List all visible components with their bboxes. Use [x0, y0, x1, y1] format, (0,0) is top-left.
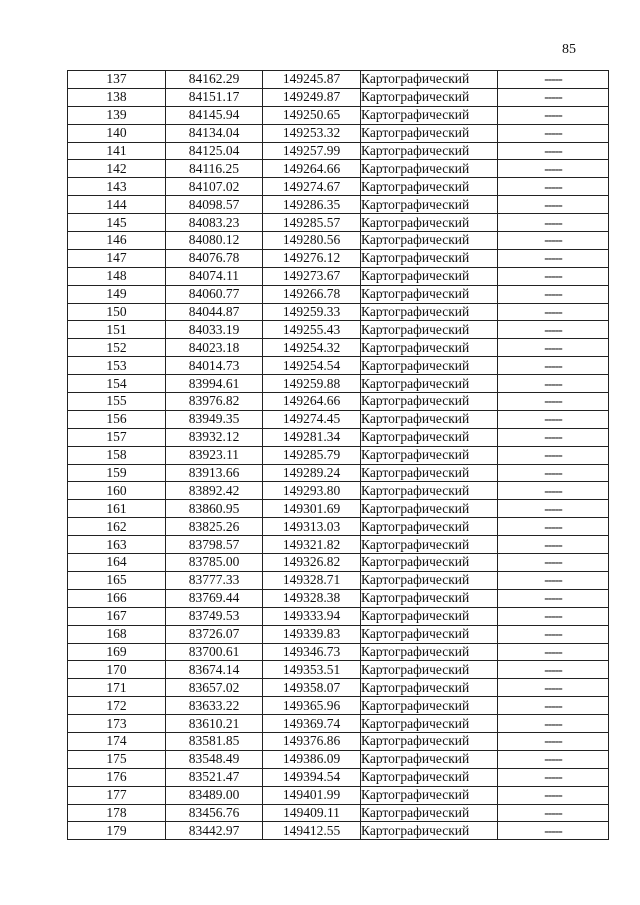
point-number-cell: 159 — [68, 464, 166, 482]
x-coordinate-cell: 83976.82 — [166, 393, 263, 411]
error-cell: ----- — [498, 232, 609, 250]
method-cell: Картографический — [361, 428, 498, 446]
table-row — [68, 124, 609, 142]
y-coordinate-cell: 149257.99 — [263, 142, 361, 160]
x-coordinate-cell: 83913.66 — [166, 464, 263, 482]
x-coordinate-cell: 83825.26 — [166, 518, 263, 536]
y-coordinate-cell: 149276.12 — [263, 249, 361, 267]
x-coordinate-cell: 83442.97 — [166, 822, 263, 840]
method-cell: Картографический — [361, 661, 498, 679]
point-number-cell: 160 — [68, 482, 166, 500]
method-cell: Картографический — [361, 786, 498, 804]
x-coordinate-cell: 83548.49 — [166, 750, 263, 768]
table-row — [68, 643, 609, 661]
table-row — [68, 822, 609, 840]
table-row — [68, 804, 609, 822]
y-coordinate-cell: 149285.57 — [263, 214, 361, 232]
y-coordinate-cell: 149386.09 — [263, 750, 361, 768]
method-cell: Картографический — [361, 142, 498, 160]
error-cell: ----- — [498, 196, 609, 214]
error-cell: ----- — [498, 536, 609, 554]
point-number-cell: 141 — [68, 142, 166, 160]
method-cell: Картографический — [361, 482, 498, 500]
error-cell: ----- — [498, 160, 609, 178]
point-number-cell: 143 — [68, 178, 166, 196]
x-coordinate-cell: 84125.04 — [166, 142, 263, 160]
point-number-cell: 171 — [68, 679, 166, 697]
y-coordinate-cell: 149326.82 — [263, 554, 361, 572]
point-number-cell: 144 — [68, 196, 166, 214]
method-cell: Картографический — [361, 88, 498, 106]
y-coordinate-cell: 149254.54 — [263, 357, 361, 375]
method-cell: Картографический — [361, 804, 498, 822]
x-coordinate-cell: 83610.21 — [166, 715, 263, 733]
y-coordinate-cell: 149286.35 — [263, 196, 361, 214]
point-number-cell: 154 — [68, 375, 166, 393]
table-row — [68, 518, 609, 536]
method-cell: Картографический — [361, 106, 498, 124]
x-coordinate-cell: 84116.25 — [166, 160, 263, 178]
method-cell: Картографический — [361, 321, 498, 339]
table-row — [68, 768, 609, 786]
table-row — [68, 554, 609, 572]
y-coordinate-cell: 149293.80 — [263, 482, 361, 500]
error-cell: ----- — [498, 804, 609, 822]
x-coordinate-cell: 83456.76 — [166, 804, 263, 822]
error-cell: ----- — [498, 822, 609, 840]
error-cell: ----- — [498, 267, 609, 285]
point-number-cell: 146 — [68, 232, 166, 250]
y-coordinate-cell: 149409.11 — [263, 804, 361, 822]
x-coordinate-cell: 83674.14 — [166, 661, 263, 679]
table-row — [68, 410, 609, 428]
point-number-cell: 173 — [68, 715, 166, 733]
y-coordinate-cell: 149249.87 — [263, 88, 361, 106]
y-coordinate-cell: 149376.86 — [263, 732, 361, 750]
table-row — [68, 571, 609, 589]
x-coordinate-cell: 83521.47 — [166, 768, 263, 786]
table-row — [68, 357, 609, 375]
method-cell: Картографический — [361, 178, 498, 196]
point-number-cell: 177 — [68, 786, 166, 804]
point-number-cell: 147 — [68, 249, 166, 267]
table-row — [68, 482, 609, 500]
x-coordinate-cell: 83994.61 — [166, 375, 263, 393]
point-number-cell: 145 — [68, 214, 166, 232]
y-coordinate-cell: 149264.66 — [263, 160, 361, 178]
table-row — [68, 500, 609, 518]
y-coordinate-cell: 149394.54 — [263, 768, 361, 786]
point-number-cell: 166 — [68, 589, 166, 607]
x-coordinate-cell: 84098.57 — [166, 196, 263, 214]
table-row — [68, 303, 609, 321]
error-cell: ----- — [498, 625, 609, 643]
table-row — [68, 464, 609, 482]
y-coordinate-cell: 149346.73 — [263, 643, 361, 661]
y-coordinate-cell: 149401.99 — [263, 786, 361, 804]
table-row — [68, 661, 609, 679]
x-coordinate-cell: 84044.87 — [166, 303, 263, 321]
method-cell: Картографический — [361, 303, 498, 321]
y-coordinate-cell: 149264.66 — [263, 393, 361, 411]
error-cell: ----- — [498, 768, 609, 786]
x-coordinate-cell: 83932.12 — [166, 428, 263, 446]
x-coordinate-cell: 83860.95 — [166, 500, 263, 518]
error-cell: ----- — [498, 554, 609, 572]
error-cell: ----- — [498, 214, 609, 232]
table-row — [68, 178, 609, 196]
error-cell: ----- — [498, 393, 609, 411]
method-cell: Картографический — [361, 679, 498, 697]
error-cell: ----- — [498, 518, 609, 536]
y-coordinate-cell: 149285.79 — [263, 446, 361, 464]
table-row — [68, 750, 609, 768]
table-row — [68, 607, 609, 625]
table-row — [68, 267, 609, 285]
point-number-cell: 138 — [68, 88, 166, 106]
point-number-cell: 169 — [68, 643, 166, 661]
x-coordinate-cell: 83769.44 — [166, 589, 263, 607]
method-cell: Картографический — [361, 232, 498, 250]
table-row — [68, 196, 609, 214]
method-cell: Картографический — [361, 571, 498, 589]
method-cell: Картографический — [361, 518, 498, 536]
error-cell: ----- — [498, 303, 609, 321]
point-number-cell: 140 — [68, 124, 166, 142]
y-coordinate-cell: 149250.65 — [263, 106, 361, 124]
method-cell: Картографический — [361, 732, 498, 750]
x-coordinate-cell: 83726.07 — [166, 625, 263, 643]
error-cell: ----- — [498, 571, 609, 589]
method-cell: Картографический — [361, 715, 498, 733]
x-coordinate-cell: 83785.00 — [166, 554, 263, 572]
x-coordinate-cell: 84033.19 — [166, 321, 263, 339]
table-row — [68, 625, 609, 643]
y-coordinate-cell: 149281.34 — [263, 428, 361, 446]
error-cell: ----- — [498, 178, 609, 196]
y-coordinate-cell: 149369.74 — [263, 715, 361, 733]
method-cell: Картографический — [361, 393, 498, 411]
page-number: 85 — [562, 42, 576, 57]
point-number-cell: 174 — [68, 732, 166, 750]
point-number-cell: 149 — [68, 285, 166, 303]
error-cell: ----- — [498, 339, 609, 357]
error-cell: ----- — [498, 715, 609, 733]
x-coordinate-cell: 84083.23 — [166, 214, 263, 232]
y-coordinate-cell: 149254.32 — [263, 339, 361, 357]
table-row — [68, 732, 609, 750]
table-row — [68, 249, 609, 267]
error-cell: ----- — [498, 750, 609, 768]
error-cell: ----- — [498, 71, 609, 89]
point-number-cell: 168 — [68, 625, 166, 643]
method-cell: Картографический — [361, 249, 498, 267]
x-coordinate-cell: 83489.00 — [166, 786, 263, 804]
table-row — [68, 106, 609, 124]
error-cell: ----- — [498, 786, 609, 804]
x-coordinate-cell: 83949.35 — [166, 410, 263, 428]
error-cell: ----- — [498, 428, 609, 446]
point-number-cell: 172 — [68, 697, 166, 715]
x-coordinate-cell: 84151.17 — [166, 88, 263, 106]
y-coordinate-cell: 149339.83 — [263, 625, 361, 643]
table-row — [68, 71, 609, 89]
method-cell: Картографический — [361, 339, 498, 357]
error-cell: ----- — [498, 321, 609, 339]
method-cell: Картографический — [361, 375, 498, 393]
x-coordinate-cell: 83581.85 — [166, 732, 263, 750]
error-cell: ----- — [498, 482, 609, 500]
y-coordinate-cell: 149358.07 — [263, 679, 361, 697]
point-number-cell: 156 — [68, 410, 166, 428]
table-row — [68, 697, 609, 715]
error-cell: ----- — [498, 464, 609, 482]
table-row — [68, 339, 609, 357]
point-number-cell: 151 — [68, 321, 166, 339]
error-cell: ----- — [498, 643, 609, 661]
table-row — [68, 321, 609, 339]
x-coordinate-cell: 83749.53 — [166, 607, 263, 625]
method-cell: Картографический — [361, 71, 498, 89]
error-cell: ----- — [498, 142, 609, 160]
method-cell: Картографический — [361, 285, 498, 303]
point-number-cell: 170 — [68, 661, 166, 679]
table-row — [68, 715, 609, 733]
method-cell: Картографический — [361, 643, 498, 661]
table-row — [68, 160, 609, 178]
point-number-cell: 152 — [68, 339, 166, 357]
y-coordinate-cell: 149273.67 — [263, 267, 361, 285]
error-cell: ----- — [498, 500, 609, 518]
y-coordinate-cell: 149274.45 — [263, 410, 361, 428]
y-coordinate-cell: 149412.55 — [263, 822, 361, 840]
table-row — [68, 142, 609, 160]
method-cell: Картографический — [361, 589, 498, 607]
y-coordinate-cell: 149333.94 — [263, 607, 361, 625]
y-coordinate-cell: 149274.67 — [263, 178, 361, 196]
method-cell: Картографический — [361, 464, 498, 482]
y-coordinate-cell: 149289.24 — [263, 464, 361, 482]
y-coordinate-cell: 149328.38 — [263, 589, 361, 607]
y-coordinate-cell: 149253.32 — [263, 124, 361, 142]
table-row — [68, 536, 609, 554]
table-row — [68, 679, 609, 697]
method-cell: Картографический — [361, 410, 498, 428]
error-cell: ----- — [498, 607, 609, 625]
y-coordinate-cell: 149259.88 — [263, 375, 361, 393]
error-cell: ----- — [498, 589, 609, 607]
table-row — [68, 285, 609, 303]
table-row — [68, 446, 609, 464]
error-cell: ----- — [498, 88, 609, 106]
y-coordinate-cell: 149313.03 — [263, 518, 361, 536]
point-number-cell: 175 — [68, 750, 166, 768]
method-cell: Картографический — [361, 554, 498, 572]
error-cell: ----- — [498, 661, 609, 679]
point-number-cell: 155 — [68, 393, 166, 411]
x-coordinate-cell: 84023.18 — [166, 339, 263, 357]
x-coordinate-cell: 84134.04 — [166, 124, 263, 142]
x-coordinate-cell: 84060.77 — [166, 285, 263, 303]
x-coordinate-cell: 83892.42 — [166, 482, 263, 500]
error-cell: ----- — [498, 732, 609, 750]
point-number-cell: 167 — [68, 607, 166, 625]
table-row — [68, 88, 609, 106]
y-coordinate-cell: 149266.78 — [263, 285, 361, 303]
error-cell: ----- — [498, 446, 609, 464]
error-cell: ----- — [498, 357, 609, 375]
table-row — [68, 214, 609, 232]
coordinates-table-body — [68, 71, 609, 840]
x-coordinate-cell: 83777.33 — [166, 571, 263, 589]
x-coordinate-cell: 83798.57 — [166, 536, 263, 554]
method-cell: Картографический — [361, 160, 498, 178]
point-number-cell: 164 — [68, 554, 166, 572]
x-coordinate-cell: 84014.73 — [166, 357, 263, 375]
error-cell: ----- — [498, 124, 609, 142]
point-number-cell: 157 — [68, 428, 166, 446]
x-coordinate-cell: 83657.02 — [166, 679, 263, 697]
x-coordinate-cell: 84080.12 — [166, 232, 263, 250]
x-coordinate-cell: 84162.29 — [166, 71, 263, 89]
table-row — [68, 393, 609, 411]
error-cell: ----- — [498, 106, 609, 124]
point-number-cell: 163 — [68, 536, 166, 554]
table-row — [68, 232, 609, 250]
point-number-cell: 176 — [68, 768, 166, 786]
point-number-cell: 162 — [68, 518, 166, 536]
point-number-cell: 148 — [68, 267, 166, 285]
y-coordinate-cell: 149255.43 — [263, 321, 361, 339]
method-cell: Картографический — [361, 822, 498, 840]
method-cell: Картографический — [361, 446, 498, 464]
y-coordinate-cell: 149321.82 — [263, 536, 361, 554]
point-number-cell: 178 — [68, 804, 166, 822]
error-cell: ----- — [498, 285, 609, 303]
y-coordinate-cell: 149245.87 — [263, 71, 361, 89]
error-cell: ----- — [498, 249, 609, 267]
method-cell: Картографический — [361, 214, 498, 232]
method-cell: Картографический — [361, 697, 498, 715]
method-cell: Картографический — [361, 196, 498, 214]
table-row — [68, 786, 609, 804]
x-coordinate-cell: 83633.22 — [166, 697, 263, 715]
x-coordinate-cell: 84074.11 — [166, 267, 263, 285]
point-number-cell: 161 — [68, 500, 166, 518]
table-row — [68, 375, 609, 393]
point-number-cell: 142 — [68, 160, 166, 178]
error-cell: ----- — [498, 679, 609, 697]
point-number-cell: 150 — [68, 303, 166, 321]
method-cell: Картографический — [361, 500, 498, 518]
method-cell: Картографический — [361, 750, 498, 768]
x-coordinate-cell: 84107.02 — [166, 178, 263, 196]
method-cell: Картографический — [361, 768, 498, 786]
y-coordinate-cell: 149328.71 — [263, 571, 361, 589]
error-cell: ----- — [498, 375, 609, 393]
table-row — [68, 428, 609, 446]
method-cell: Картографический — [361, 536, 498, 554]
method-cell: Картографический — [361, 357, 498, 375]
method-cell: Картографический — [361, 625, 498, 643]
y-coordinate-cell: 149301.69 — [263, 500, 361, 518]
point-number-cell: 139 — [68, 106, 166, 124]
x-coordinate-cell: 83923.11 — [166, 446, 263, 464]
method-cell: Картографический — [361, 124, 498, 142]
x-coordinate-cell: 83700.61 — [166, 643, 263, 661]
error-cell: ----- — [498, 697, 609, 715]
method-cell: Картографический — [361, 607, 498, 625]
table-row — [68, 589, 609, 607]
y-coordinate-cell: 149365.96 — [263, 697, 361, 715]
point-number-cell: 179 — [68, 822, 166, 840]
point-number-cell: 137 — [68, 71, 166, 89]
y-coordinate-cell: 149259.33 — [263, 303, 361, 321]
point-number-cell: 158 — [68, 446, 166, 464]
x-coordinate-cell: 84076.78 — [166, 249, 263, 267]
error-cell: ----- — [498, 410, 609, 428]
point-number-cell: 165 — [68, 571, 166, 589]
method-cell: Картографический — [361, 267, 498, 285]
y-coordinate-cell: 149353.51 — [263, 661, 361, 679]
coordinates-table — [67, 70, 609, 840]
point-number-cell: 153 — [68, 357, 166, 375]
y-coordinate-cell: 149280.56 — [263, 232, 361, 250]
x-coordinate-cell: 84145.94 — [166, 106, 263, 124]
